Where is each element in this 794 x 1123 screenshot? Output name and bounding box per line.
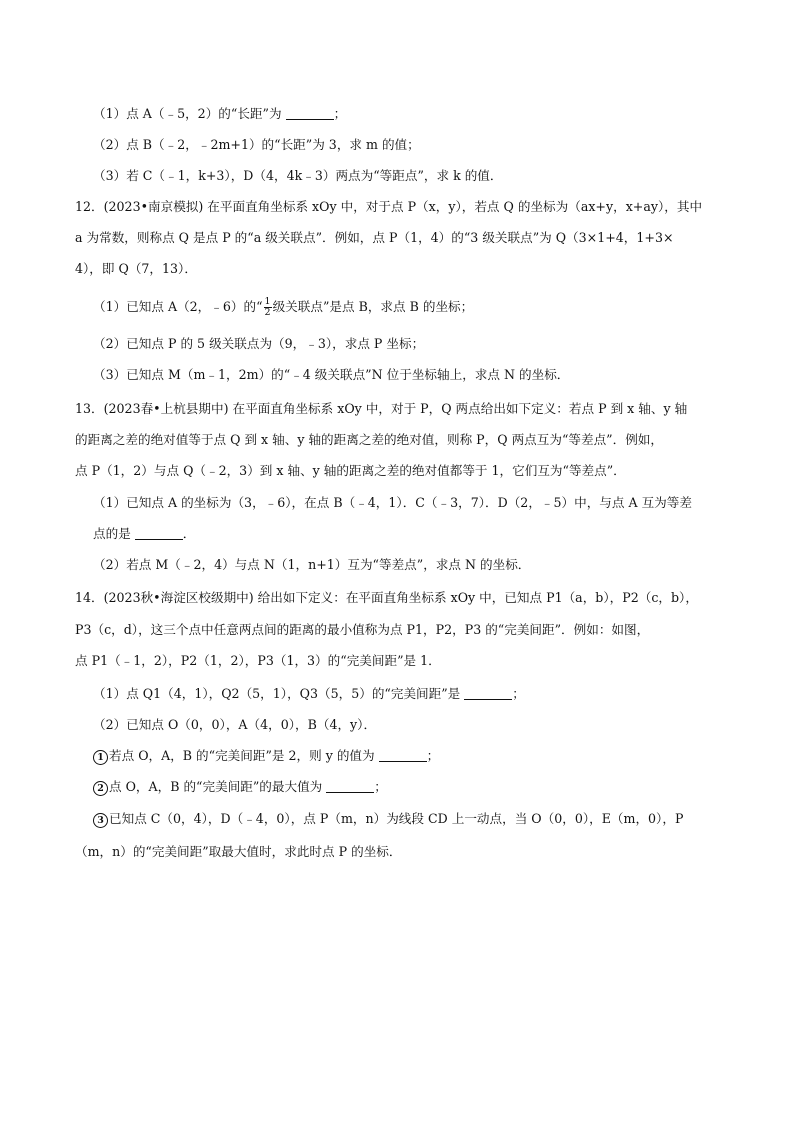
q14-sub1 — [93, 747, 439, 765]
q13-part1: （1）已知点 A 的坐标为（3，﹣6），在点 B（﹣4，1）．C（﹣3，7）．D（2，﹣5）中，与点 A 互为等差 — [93, 495, 692, 510]
q14-part1-text: （1）点 Q1（4，1），Q2（5，1），Q3（5，5）的“完美间距”是 — [93, 686, 461, 701]
q12-part1-text-a: （1）已知点 A（2，﹣6）的“ — [93, 299, 263, 314]
q14-part1-end: ； — [512, 686, 525, 701]
q14-sub1-text: 若点 O，A，B 的“完美间距”是 2，则 y 的值为 — [109, 748, 375, 763]
q13-part2: （2）若点 M（﹣2，4）与点 N（1，n+1）互为“等差点”，求点 N 的坐标． — [93, 557, 531, 572]
q11-part2: （2）点 B（﹣2，﹣2m+1）的“长距”为 3，求 m 的值； — [93, 137, 420, 152]
q13-part1-cont-end: ． — [182, 526, 196, 541]
q14-stem-line3: 点 P1（﹣1，2），P2（1，2），P3（1，3）的“完美间距”是 1． — [75, 653, 441, 668]
q11-part1-end: ； — [333, 106, 347, 121]
q12-part1 — [93, 297, 473, 318]
q14-sub3-text: 已知点 C（0，4），D（﹣4，0），点 P（m，n）为线段 CD 上一动点，当 O（0，0），E（m，0），P — [109, 811, 684, 826]
q13-part1-cont-text: 点的是 — [93, 526, 131, 541]
q14-part1 — [93, 685, 525, 703]
q11-answer-blank[interactable] — [286, 106, 334, 120]
q13-answer-blank[interactable] — [135, 526, 183, 540]
q12-part2: （2）已知点 P 的 5 级关联点为（9，﹣3），求点 P 坐标； — [93, 336, 425, 351]
circled-one-icon: 1 — [93, 750, 108, 765]
q14-sub2-answer-blank[interactable] — [326, 779, 374, 793]
q14-sub3 — [93, 810, 683, 828]
q12-part1-text-b: 级关联点”是点 B，求点 B 的坐标； — [272, 299, 474, 314]
circled-three-icon: 3 — [93, 813, 108, 828]
q13-stem-line3: 点 P（1，2）与点 Q（﹣2，3）到 x 轴、y 轴的距离之差的绝对值都等于 1，它们互为“等差点”． — [75, 463, 626, 478]
q14-stem-line1: 14．(2023秋•海淀区校级期中) 给出如下定义：在平面直角坐标系 xOy 中，已知点 P1（a，b），P2（c，b）， — [75, 590, 698, 605]
q11-part1-text: （1）点 A（﹣5，2）的“长距”为 — [93, 106, 282, 121]
q14-part1-answer-blank[interactable] — [464, 686, 512, 700]
q13-part1-cont — [93, 525, 195, 543]
q14-sub2-text: 点 O，A，B 的“完美间距”的最大值为 — [109, 779, 323, 794]
fraction-denominator: 2 — [264, 307, 271, 318]
q14-part2: （2）已知点 O（0，0），A（4，0），B（4，y）． — [93, 717, 377, 732]
q14-sub1-answer-blank[interactable] — [379, 748, 427, 762]
one-half-fraction — [264, 297, 272, 318]
q14-sub3-cont: （m，n）的“完美间距”取最大值时，求此时点 P 的坐标． — [75, 844, 402, 859]
circled-two-icon: 2 — [93, 781, 108, 796]
q12-stem-line2: a 为常数，则称点 Q 是点 P 的“a 级关联点”．例如，点 P（1，4）的“3 级关联点”为 Q（3×1+4，1+3× — [75, 230, 674, 245]
q12-stem-line1: 12．(2023•南京模拟) 在平面直角坐标系 xOy 中，对于点 P（x，y），若点 Q 的坐标为（ax+y，x+ay），其中 — [75, 199, 703, 214]
fraction-numerator: 1 — [264, 296, 271, 307]
q14-sub2-end: ； — [374, 779, 387, 794]
q13-stem-line1: 13．(2023春•上杭县期中) 在平面直角坐标系 xOy 中，对于 P，Q 两点给出如下定义：若点 P 到 x 轴、y 轴 — [75, 401, 688, 416]
q12-part3: （3）已知点 M（m﹣1，2m）的“﹣4 级关联点”N 位于坐标轴上，求点 N 的坐标． — [93, 367, 570, 382]
q13-stem-line2: 的距离之差的绝对值等于点 Q 到 x 轴、y 轴的距离之差的绝对值，则称 P，Q 两点互为“等差点”．例如， — [75, 432, 663, 447]
q11-part1 — [93, 105, 346, 123]
q14-stem-line2: P3（c，d），这三个点中任意两点间的距离的最小值称为点 P1，P2，P3 的“完美间距”．例如：如图， — [75, 622, 650, 637]
q12-stem-line3: 4），即 Q（7，13）． — [75, 261, 197, 276]
q11-part3: （3）若 C（﹣1，k+3），D（4，4k﹣3）两点为“等距点”，求 k 的值． — [93, 168, 503, 183]
q14-sub2 — [93, 778, 387, 796]
q14-sub1-end: ； — [426, 748, 440, 763]
